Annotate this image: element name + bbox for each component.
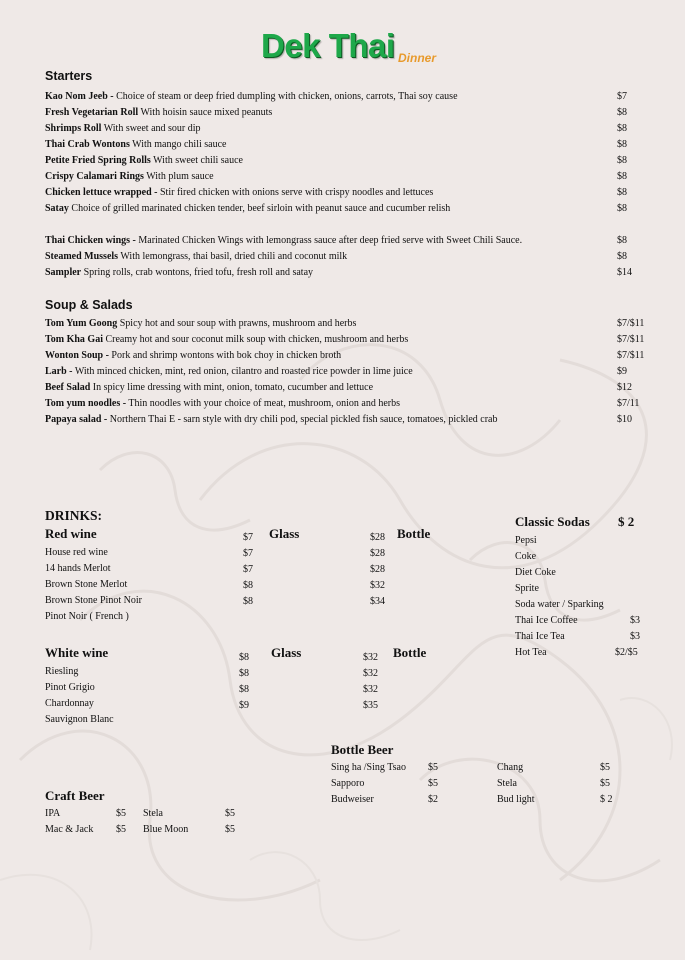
list-item: Sauvignon Blanc [45,714,114,725]
price: $3 [630,631,640,642]
price: $32 [363,684,378,695]
menu-item: Larb - With minced chicken, mint, red onion, cilantro and roasted rice powder in lime juice $9 [45,364,640,380]
craft-beer-col-b [143,806,188,838]
price: $5 [225,808,235,819]
red-wine-bottle-prices [370,530,385,610]
white-wine-bottle-prices [363,650,378,714]
white-wine-heading: White wine [45,645,109,660]
list-item: Chang [497,762,524,773]
list-item: Riesling [45,666,79,677]
price: $5 [428,762,438,773]
craft-beer-col-a-prices [116,806,126,838]
price: $8 [617,123,627,134]
menu-item: Tom yum noodles - Thin noodles with your choice of meat, mushroom, onion and herbs $7/11 [45,396,640,412]
list-item: Thai Ice Tea $3 [515,629,604,645]
menu-subtitle: Dinner [398,51,437,65]
list-item: Diet Coke [515,567,556,578]
sodas-heading: Classic Sodas [515,514,590,529]
list-item: Brown Stone Pinot Noir [45,595,142,606]
price: $9 [239,700,249,711]
price: $5 [600,778,610,789]
price: $2/$5 [615,647,638,658]
restaurant-title: Dek Thai [261,27,395,64]
menu-item: Thai Crab Wontons With mango chili sauce $8 [45,137,640,153]
price: $5 [600,762,610,773]
bottle-beer-right-names [497,760,535,808]
white-wine-bottle-label: Bottle [393,645,427,660]
white-wine-list [45,664,114,728]
list-item: Stela [497,778,517,789]
list-item: Chardonnay [45,698,94,709]
soups-list [45,316,645,428]
menu-item: Thai Chicken wings - Marinated Chicken Wings with lemongrass sauce after deep fried serve with Sweet Chili Sauce. $8 [45,233,640,249]
price: $8 [617,155,627,166]
menu-item: Steamed Mussels With lemongrass, thai basil, dried chili and coconut milk $8 [45,249,640,265]
bottle-beer-right-prices [600,760,613,808]
price: $8 [243,580,253,591]
price: $8 [617,203,627,214]
starters-list-2 [45,233,640,281]
price: $5 [225,824,235,835]
soups-heading: Soup & Salads [45,298,133,312]
price: $5 [116,808,126,819]
price: $14 [617,267,632,278]
price: $8 [617,171,627,182]
price: $8 [617,107,627,118]
menu-item: Beef Salad In spicy lime dressing with mint, onion, tomato, cucumber and lettuce $12 [45,380,640,396]
menu-item: Fresh Vegetarian Roll With hoisin sauce mixed peanuts $8 [45,105,640,121]
price: $8 [617,235,627,246]
price: $7/$11 [617,318,645,329]
list-item: 14 hands Merlot [45,563,111,574]
menu-item: Petite Fried Spring Rolls With sweet chili sauce $8 [45,153,640,169]
price: $7 [243,564,253,575]
menu-item: Kao Nom Jeeb - Choice of steam or deep fried dumpling with chicken, onions, carrots, Thai soy cause $7 [45,89,640,105]
menu-item: Tom Kha Gai Creamy hot and sour coconut milk soup with chicken, mushroom and herbs $7/$11 [45,332,640,348]
price: $12 [617,382,632,393]
list-item: IPA [45,808,61,819]
price: $8 [239,684,249,695]
price: $2 [428,794,438,805]
price: $7 [243,532,253,543]
list-item: Thai Ice Coffee $3 [515,613,604,629]
price: $34 [370,596,385,607]
price: $32 [363,668,378,679]
craft-beer-heading: Craft Beer [45,788,105,803]
sodas-heading-price: $ 2 [618,514,635,529]
list-item: Sing ha /Sing Tsao [331,762,406,773]
price: $5 [428,778,438,789]
price: $28 [370,532,385,543]
bottle-beer-left-prices [428,760,438,808]
menu-item: Wonton Soup - Pork and shrimp wontons with bok choy in chicken broth $7/$11 [45,348,640,364]
price: $10 [617,414,632,425]
price: $8 [243,596,253,607]
list-item: Hot Tea $2/$5 [515,645,604,661]
list-item: Sapporo [331,778,365,789]
list-item: Pinot Noir ( French ) [45,611,129,622]
price: $8 [239,668,249,679]
price: $32 [370,580,385,591]
price: $9 [617,366,627,377]
price: $8 [239,652,249,663]
menu-item: Papaya salad - Northern Thai E - sarn style with dry chili pod, special pickled fish sauce, tomatoes, pickled crab $10 [45,412,640,428]
bottle-beer-heading: Bottle Beer [331,742,394,757]
list-item: Bud light [497,794,535,805]
price: $28 [370,548,385,559]
price: $3 [630,615,640,626]
starters-list [45,89,640,217]
menu-item: Crispy Calamari Rings With plum sauce $8 [45,169,640,185]
list-item: Soda water / Sparking [515,599,604,610]
list-item: House red wine [45,547,108,558]
list-item: Sprite [515,583,539,594]
red-wine-glass-prices [243,530,253,610]
price: $7/$11 [617,350,645,361]
craft-beer-col-a [45,806,93,838]
craft-beer-col-b-prices [225,806,235,838]
list-item: Pinot Grigio [45,682,95,693]
menu-item: Satay Choice of grilled marinated chicken tender, beef sirloin with peanut sauce and cucumber relish $8 [45,201,640,217]
bottle-beer-left-names [331,760,406,808]
price: $7/$11 [617,334,645,345]
price: $8 [617,139,627,150]
menu-item: Sampler Spring rolls, crab wontons, fried tofu, fresh roll and satay $14 [45,265,640,281]
starters-heading: Starters [45,69,93,83]
red-wine-bottle-label: Bottle [397,526,431,541]
price: $7/11 [617,398,640,409]
menu-item: Shrimps Roll With sweet and sour dip $8 [45,121,640,137]
price: $5 [116,824,126,835]
white-wine-glass-label: Glass [271,645,302,660]
price: $ 2 [600,794,613,805]
menu-item: Chicken lettuce wrapped - Stir fired chicken with onions serve with crispy noodles and lettuces $8 [45,185,640,201]
price: $28 [370,564,385,575]
price: $7 [243,548,253,559]
list-item: Pepsi [515,535,537,546]
price: $35 [363,700,378,711]
menu-item: Tom Yum Goong Spicy hot and sour soup with prawns, mushroom and herbs $7/$11 [45,316,640,332]
price: $32 [363,652,378,663]
list-item: Coke [515,551,537,562]
list-item: Brown Stone Merlot [45,579,128,590]
price: $8 [617,187,627,198]
price: $7 [617,91,627,102]
drinks-heading: DRINKS: [45,508,103,523]
sodas-list [515,533,640,661]
list-item: Mac & Jack [45,824,94,835]
price: $8 [617,251,627,262]
list-item: Blue Moon [143,824,189,835]
red-wine-list [45,545,142,625]
red-wine-glass-label: Glass [269,526,300,541]
list-item: Stela [143,808,163,819]
list-item: Budweiser [331,794,374,805]
red-wine-heading: Red wine [45,526,97,541]
white-wine-glass-prices [239,650,249,714]
